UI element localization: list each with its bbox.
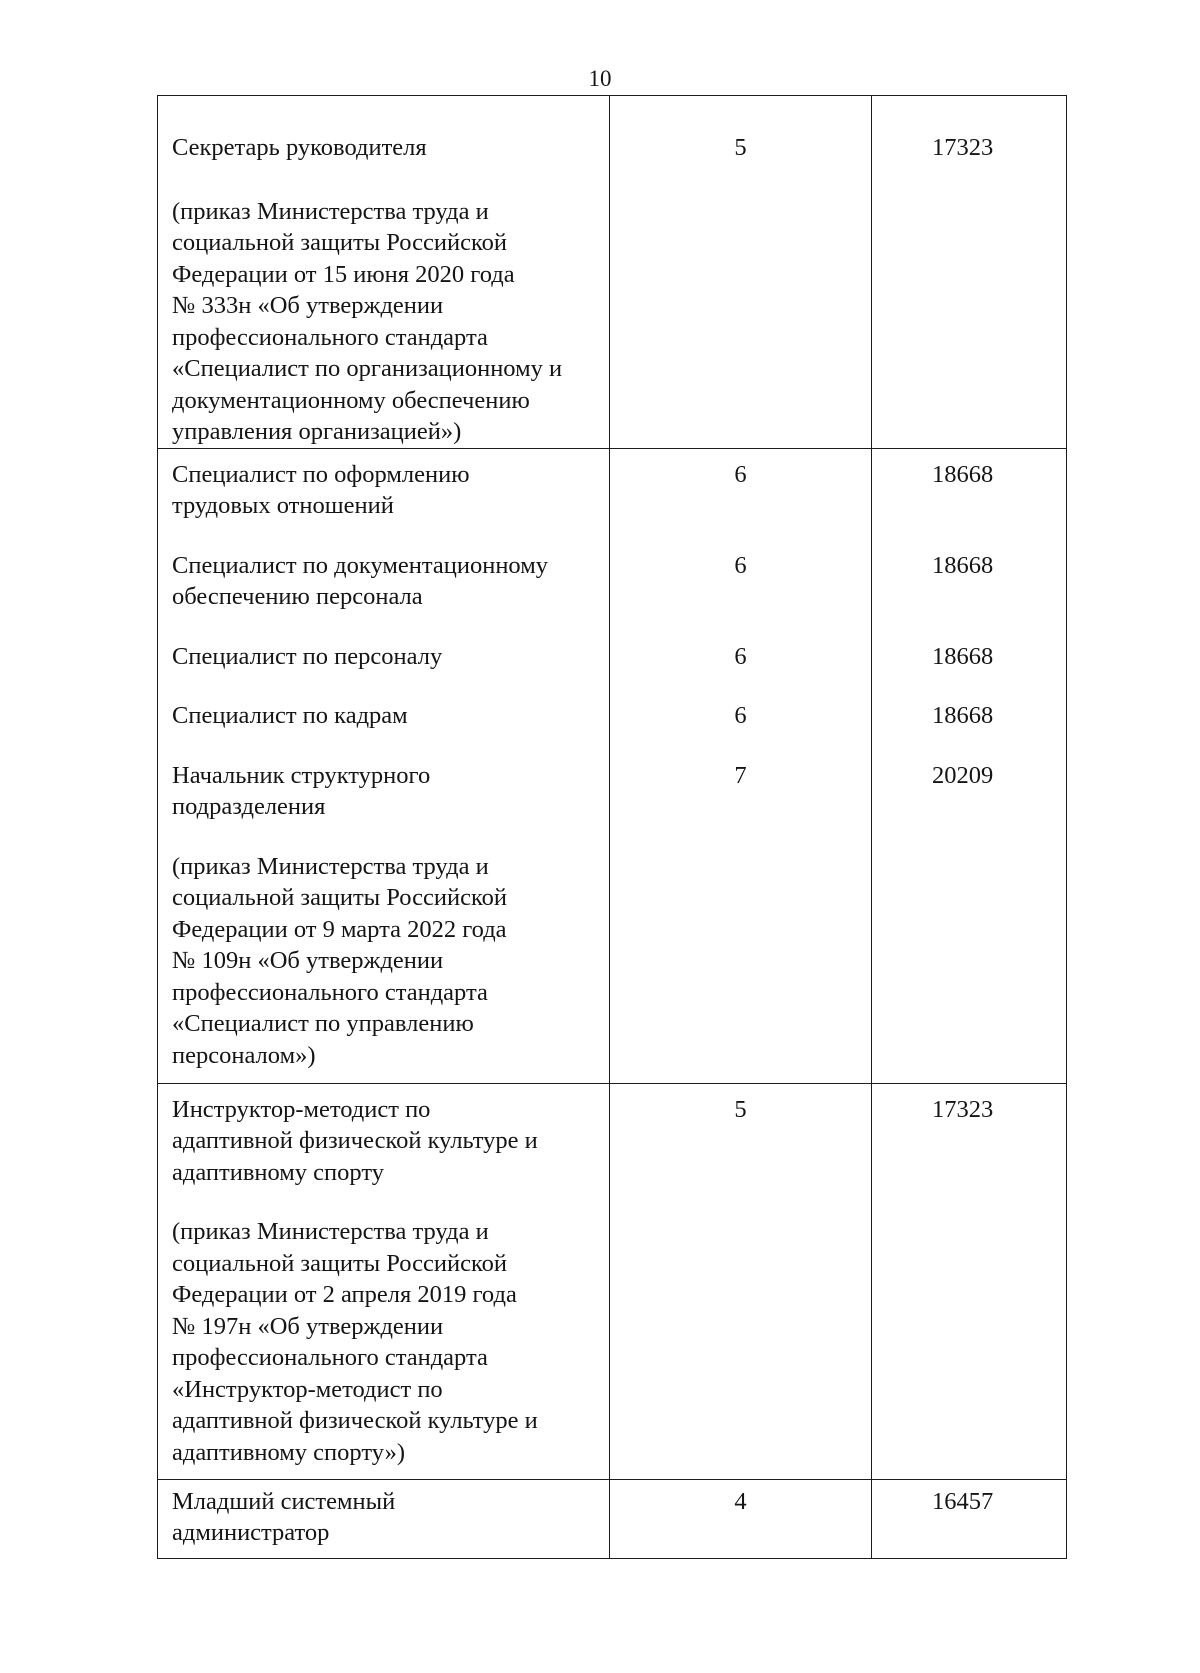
- position-title: Специалист по кадрам: [172, 702, 408, 729]
- position-cell: [158, 448, 610, 1083]
- qualification-level: 6: [734, 702, 747, 729]
- base-salary: 18668: [932, 642, 994, 670]
- position-title: Специалист по персоналу: [172, 642, 443, 670]
- salary-cell: [872, 96, 1067, 449]
- level-cell: [610, 96, 872, 449]
- table-row: [158, 448, 1067, 1083]
- qualification-level: 7: [734, 761, 747, 789]
- qualification-level: 4: [734, 1487, 747, 1515]
- level-cell: [610, 448, 872, 1083]
- position-title: Секретарь руководителя: [172, 134, 427, 161]
- base-salary: 18668: [932, 460, 994, 488]
- position-title: Начальник структурного подразделения: [172, 761, 431, 820]
- base-salary: 17323: [932, 1095, 994, 1123]
- salary-cell: [872, 1083, 1067, 1479]
- order-note: (приказ Министерства труда и социальной защиты Российской Федерации от 2 апреля 2019 года № 197н «Об утверждении профессионального стандарта «Инструктор-методист по адаптивной физической культуре и адаптивному спорту»): [172, 1218, 538, 1466]
- position-cell: [158, 96, 610, 449]
- base-salary: 18668: [932, 551, 994, 579]
- level-cell: [610, 1083, 872, 1479]
- qualification-level: 6: [734, 551, 747, 579]
- table-row: [158, 1479, 1067, 1558]
- qualification-level: 6: [734, 460, 747, 488]
- position-cell: [158, 1479, 610, 1558]
- base-salary: 17323: [932, 134, 994, 161]
- table-row: [158, 96, 1067, 449]
- salary-table: [157, 95, 1067, 1559]
- salary-cell: [872, 448, 1067, 1083]
- position-title: Младший системный администратор: [172, 1487, 396, 1546]
- position-title: Инструктор-методист по адаптивной физической культуре и адаптивному спорту: [172, 1095, 538, 1186]
- salary-cell: [872, 1479, 1067, 1558]
- position-title: Специалист по документационному обеспечению персонала: [172, 551, 548, 610]
- base-salary: 20209: [932, 761, 994, 789]
- qualification-level: 5: [734, 1095, 747, 1123]
- base-salary: 16457: [932, 1487, 994, 1515]
- base-salary: 18668: [932, 702, 994, 729]
- table-row: [158, 1083, 1067, 1479]
- qualification-level: 6: [734, 642, 747, 670]
- level-cell: [610, 1479, 872, 1558]
- order-note: (приказ Министерства труда и социальной защиты Российской Федерации от 15 июня 2020 года № 333н «Об утверждении профессионального стандарта «Специалист по организационному и документационному обеспечению управления организацией»): [172, 197, 563, 445]
- qualification-level: 5: [734, 134, 747, 161]
- position-cell: [158, 1083, 610, 1479]
- page-number: 10: [588, 66, 612, 91]
- position-title: Специалист по оформлению трудовых отношений: [172, 460, 470, 519]
- order-note: (приказ Министерства труда и социальной защиты Российской Федерации от 9 марта 2022 года № 109н «Об утверждении профессионального стандарта «Специалист по управлению персоналом»): [172, 852, 507, 1069]
